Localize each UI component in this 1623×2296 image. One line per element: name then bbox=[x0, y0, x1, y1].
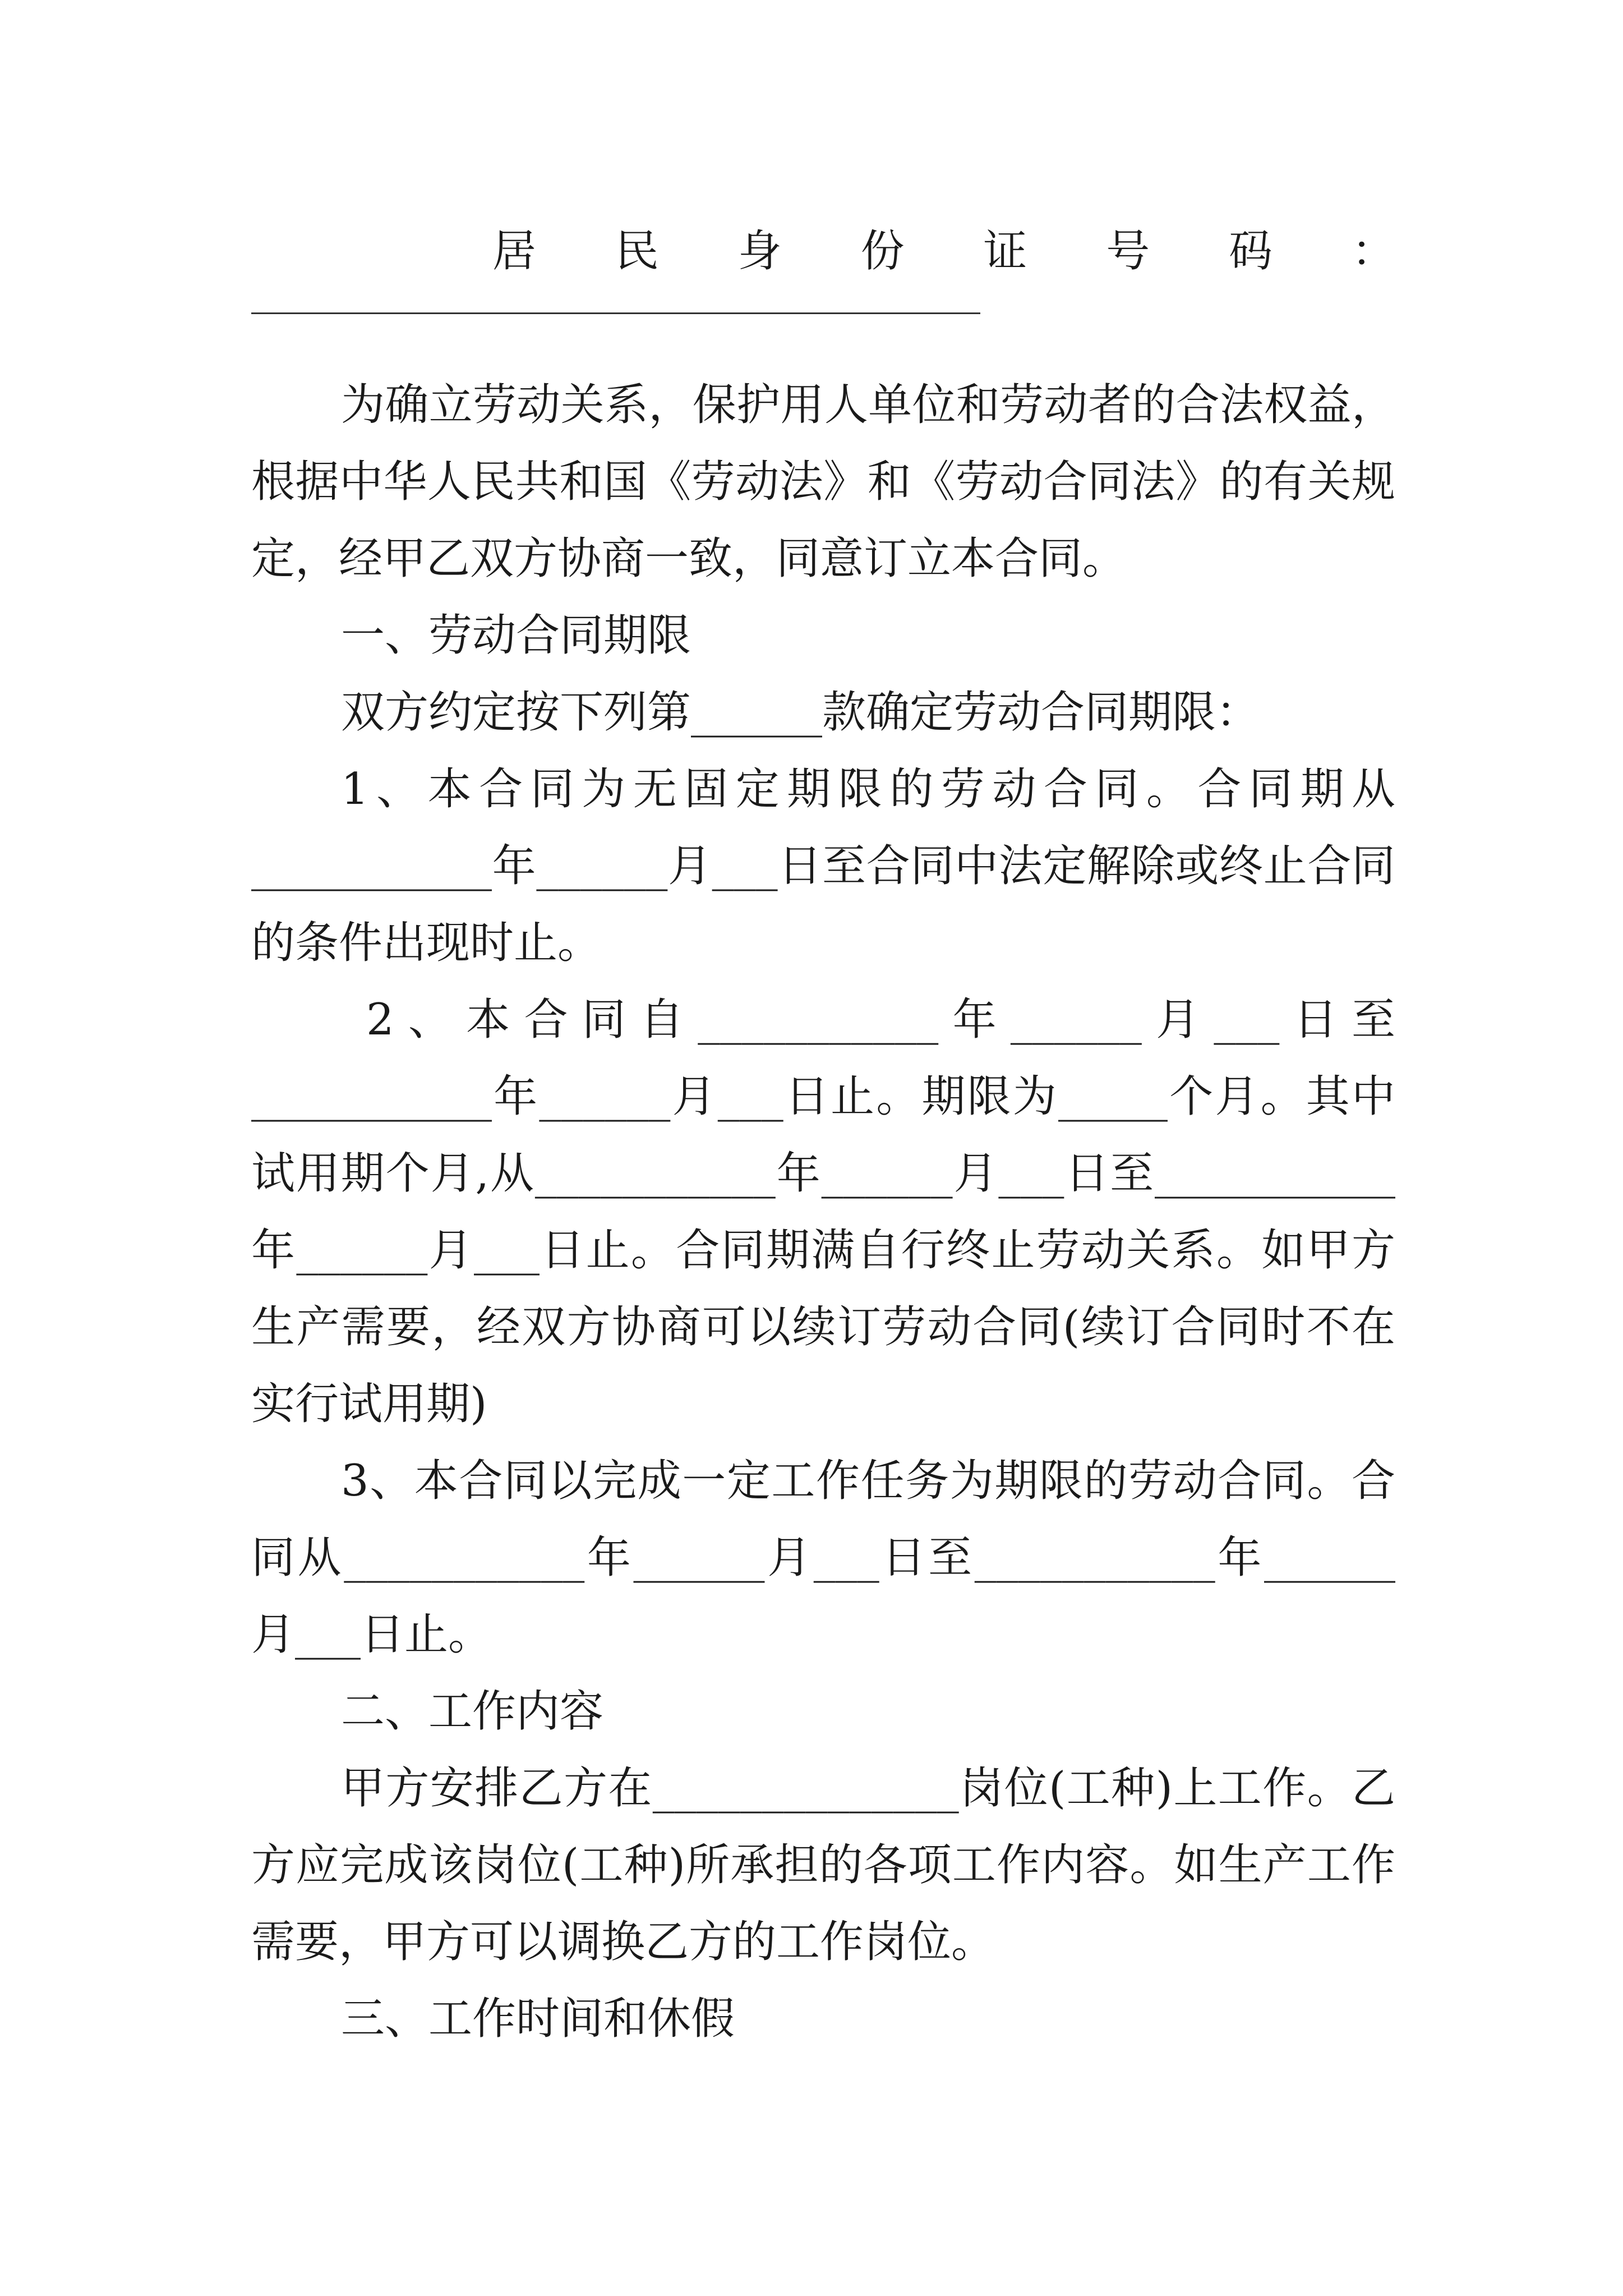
contract-line: 双方约定按下列第______款确定劳动合同期限： bbox=[341, 687, 1260, 738]
contract-line: 为确立劳动关系，保护用人单位和劳动者的合法权益， bbox=[341, 380, 1395, 430]
contract-line: 方应完成该岗位(工种)所承担的各项工作内容。如生产工作 bbox=[251, 1840, 1395, 1890]
contract-line: 需要，甲方可以调换乙方的工作岗位。 bbox=[251, 1917, 995, 1967]
contract-line: 甲方安排乙方在______________岗位(工种)上工作。乙 bbox=[341, 1763, 1395, 1814]
contract-line: 根据中华人民共和国《劳动法》和《劳动合同法》的有关规 bbox=[251, 457, 1395, 507]
id-number-label: 居民身份证号码： bbox=[492, 226, 1395, 277]
contract-line: ___________年______月___日止。期限为_____个月。其中 bbox=[251, 1071, 1395, 1122]
contract-line: 年______月___日止。合同期满自行终止劳动关系。如甲方 bbox=[251, 1225, 1395, 1276]
contract-line: 2、本合同自___________年______月___日至 bbox=[366, 995, 1395, 1045]
contract-line: ___________年______月___日至合同中法定解除或终止合同 bbox=[251, 841, 1395, 891]
contract-line: 实行试用期) bbox=[251, 1379, 487, 1429]
contract-line: 二、工作内容 bbox=[341, 1686, 604, 1737]
contract-line: 定，经甲乙双方协商一致，同意订立本合同。 bbox=[251, 533, 1127, 584]
contract-line: 的条件出现时止。 bbox=[251, 918, 602, 968]
contract-line: 月___日止。 bbox=[251, 1609, 492, 1660]
id-number-blank bbox=[251, 290, 1395, 367]
contract-line: 三、工作时间和休假 bbox=[341, 1994, 735, 2044]
contract-line: 一、劳动合同期限 bbox=[341, 610, 691, 661]
contract-line: 试用期个月,从___________年______月___日至___________ bbox=[251, 1148, 1395, 1199]
contract-line: 同从___________年______月___日至___________年______ bbox=[251, 1533, 1395, 1583]
contract-line: 生产需要，经双方协商可以续订劳动合同(续订合同时不在 bbox=[251, 1302, 1395, 1352]
document-page bbox=[251, 213, 1395, 2058]
contract-body bbox=[251, 367, 1395, 2058]
contract-line: 1、本合同为无固定期限的劳动合同。合同期从 bbox=[341, 764, 1395, 815]
contract-line: 3、本合同以完成一定工作任务为期限的劳动合同。合 bbox=[341, 1456, 1395, 1506]
